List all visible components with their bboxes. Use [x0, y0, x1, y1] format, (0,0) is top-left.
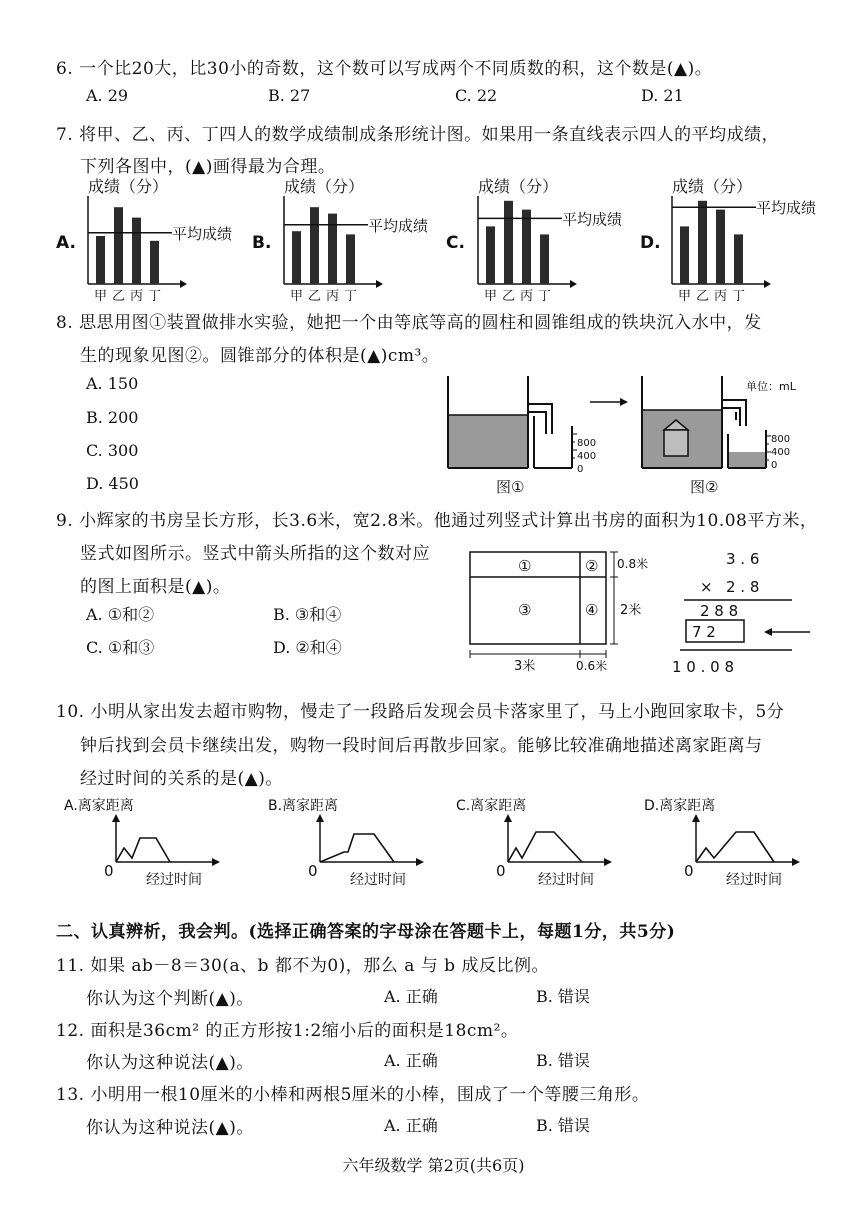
q7-category-label: 丙 — [326, 289, 340, 304]
q7-bar — [486, 226, 495, 284]
q8-scale-800: 800 — [577, 438, 597, 449]
q9-option-b: B. ③和④ — [273, 605, 342, 624]
q9-calc-row2: 2 . 8 — [726, 578, 760, 596]
q8-figure-2 — [642, 376, 797, 496]
q7-category-label: 丁 — [344, 289, 358, 304]
q6-option-c: C. 22 — [455, 86, 498, 105]
q10-xlabel: 经过时间 — [350, 872, 406, 888]
q7-average-label: 平均成绩 — [368, 216, 429, 235]
q7-category-label: 丙 — [130, 289, 144, 304]
q10-origin: 0 — [496, 862, 506, 880]
q10-graph-line — [696, 832, 774, 862]
q7-bar — [292, 231, 301, 284]
q10-x-arrow — [604, 858, 612, 866]
q13-option-a: A. 正确 — [384, 1116, 438, 1135]
q10-origin: 0 — [684, 862, 694, 880]
q9-region-3: ③ — [518, 601, 532, 619]
q9-dim-side: 2米 — [620, 603, 642, 618]
q8-stem-line1: 8. 思思用图①装置做排水实验，她把一个由等底等高的圆柱和圆锥组成的铁块沉入水中，发 — [56, 313, 762, 333]
q9-option-c: C. ①和③ — [86, 638, 155, 657]
q8-fig2-scale-800: 800 — [771, 434, 791, 445]
q9-calc-op: × — [700, 578, 713, 596]
q10-x-arrow — [792, 858, 800, 866]
q9-calc-boxed: 7 2 — [692, 623, 716, 641]
q7-bar — [96, 236, 105, 284]
q9-dim-top: 0.8米 — [617, 557, 649, 571]
q7-category-label: 甲 — [290, 289, 304, 304]
q7-stem-line2: 下列各图中，(▲)画得最为合理。 — [80, 157, 336, 177]
q9-stem-line3: 的图上面积是(▲)。 — [80, 577, 231, 597]
q7-bar — [114, 207, 123, 284]
q7-bar — [150, 241, 159, 284]
q9-option-a: A. ①和② — [86, 605, 155, 624]
q12-stem: 12. 面积是36cm² 的正方形按1:2缩小后的面积是18cm²。 — [56, 1021, 519, 1041]
q7-stem-line1: 7. 将甲、乙、丙、丁四人的数学成绩制成条形统计图。如果用一条直线表示四人的平均成绩， — [56, 125, 780, 145]
q7-x-arrow — [570, 280, 577, 288]
q8-fig2-scale-400: 400 — [771, 447, 791, 458]
q7-category-label: 丁 — [148, 289, 162, 304]
q7-bar — [522, 210, 531, 284]
q9-calc-row3: 2 8 8 — [700, 602, 739, 620]
q8-fig2-caption: 图② — [690, 478, 719, 496]
q8-unit-label: 单位：mL — [746, 380, 796, 393]
q7-charts — [56, 174, 826, 306]
q10-x-arrow — [416, 858, 424, 866]
q10-graph-line — [320, 834, 394, 862]
q7-category-label: 丙 — [714, 289, 728, 304]
q10-y-arrow — [504, 814, 512, 822]
q7-bar — [698, 201, 707, 284]
q7-bar — [504, 201, 513, 284]
q8-option-d: D. 450 — [86, 474, 139, 493]
q7-chart-label: A. — [56, 233, 76, 253]
q9-calc-row1: 3 . 6 — [726, 550, 760, 568]
q7-average-label: 平均成绩 — [756, 199, 817, 218]
q7-chart-ylabel: 成绩（分） — [284, 177, 365, 196]
q9-region-4: ④ — [585, 601, 599, 619]
q7-chart-label: C. — [446, 233, 465, 253]
q10-graph-label: C.离家距离 — [456, 798, 527, 814]
q10-graph-label: D.离家距离 — [644, 798, 716, 814]
q10-y-arrow — [316, 814, 324, 822]
q7-bar — [680, 226, 689, 284]
q12-option-a: A. 正确 — [384, 1051, 438, 1070]
q10-graph-line — [116, 838, 170, 862]
q12-prompt: 你认为这种说法(▲)。 — [86, 1053, 254, 1073]
q8-option-b: B. 200 — [86, 408, 139, 427]
q13-stem: 13. 小明用一根10厘米的小棒和两根5厘米的小棒，围成了一个等腰三角形。 — [56, 1085, 650, 1105]
section2-title: 二、认真辨析，我会判。(选择正确答案的字母涂在答题卡上，每题1分，共5分) — [56, 922, 676, 942]
q7-category-label: 丁 — [538, 289, 552, 304]
q7-category-label: 甲 — [94, 289, 108, 304]
q10-y-arrow — [112, 814, 120, 822]
q7-bar — [734, 234, 743, 284]
q6-stem: 6. 一个比20大，比30小的奇数，这个数可以写成两个不同质数的积，这个数是(▲)。 — [56, 59, 713, 79]
q9-calc-result: 1 0 . 0 8 — [672, 658, 735, 676]
q7-bar — [540, 234, 549, 284]
q7-x-arrow — [376, 280, 383, 288]
q11-option-a: A. 正确 — [384, 987, 438, 1006]
q7-chart-label: B. — [252, 233, 272, 253]
q7-category-label: 乙 — [112, 289, 126, 304]
q11-stem: 11. 如果 ab－8＝30(a、b 都不为0)，那么 a 与 b 成反比例。 — [56, 956, 549, 976]
q8-option-a: A. 150 — [86, 374, 139, 393]
q10-origin: 0 — [104, 862, 114, 880]
q8-scale-0: 0 — [577, 464, 584, 475]
q10-y-arrow — [692, 814, 700, 822]
q7-category-label: 乙 — [308, 289, 322, 304]
q8-option-c: C. 300 — [86, 441, 139, 460]
q13-option-b: B. 错误 — [536, 1116, 590, 1135]
q9-dim-bottom-left: 3米 — [514, 659, 536, 674]
q8-stem-line2: 生的现象见图②。圆锥部分的体积是(▲)cm³。 — [80, 346, 440, 366]
q7-category-label: 甲 — [484, 289, 498, 304]
q9-region-2: ② — [585, 557, 599, 575]
q8-fig2-scale-0: 0 — [771, 460, 778, 471]
q10-xlabel: 经过时间 — [538, 872, 594, 888]
q9-figure — [462, 544, 852, 682]
q10-stem-line1: 10. 小明从家出发去超市购物，慢走了一段路后发现会员卡落家里了，马上小跑回家取卡，5分 — [56, 702, 785, 722]
q10-xlabel: 经过时间 — [146, 872, 202, 888]
q8-fig1-caption: 图① — [496, 478, 525, 496]
q10-stem-line3: 经过时间的关系的是(▲)。 — [80, 769, 283, 789]
q7-x-arrow — [764, 280, 771, 288]
q10-graph-line — [508, 832, 582, 862]
q7-chart-a — [56, 177, 232, 304]
q10-graph-label: B.离家距离 — [268, 798, 339, 814]
q10-graph-d — [644, 798, 800, 888]
q10-graph-b — [268, 798, 424, 888]
q7-average-label: 平均成绩 — [562, 210, 623, 229]
q7-category-label: 甲 — [678, 289, 692, 304]
q7-category-label: 乙 — [502, 289, 516, 304]
q10-graph-a — [64, 798, 220, 888]
q7-chart-b — [252, 177, 428, 304]
q7-category-label: 丙 — [520, 289, 534, 304]
q6-option-b: B. 27 — [268, 86, 311, 105]
q6-option-a: A. 29 — [86, 86, 129, 105]
q8-figures — [440, 368, 840, 498]
q7-chart-c — [446, 177, 622, 304]
q7-bar — [716, 210, 725, 284]
q7-bar — [310, 207, 319, 284]
q9-stem-line2: 竖式如图所示。竖式中箭头所指的这个数对应 — [80, 544, 430, 564]
q9-region-1: ① — [518, 557, 532, 575]
q10-graphs — [64, 792, 824, 892]
q7-x-arrow — [180, 280, 187, 288]
page-footer: 六年级数学 第2页(共6页) — [342, 1156, 525, 1175]
q9-dim-bottom-right: 0.6米 — [576, 659, 608, 673]
q10-xlabel: 经过时间 — [726, 872, 782, 888]
q9-option-d: D. ②和④ — [273, 638, 342, 657]
q7-average-label: 平均成绩 — [172, 224, 233, 243]
q10-stem-line2: 钟后找到会员卡继续出发，购物一段时间后再散步回家。能够比较准确地描述离家距离与 — [80, 736, 763, 756]
q10-origin: 0 — [308, 862, 318, 880]
q11-prompt: 你认为这个判断(▲)。 — [86, 989, 254, 1009]
q7-bar — [132, 218, 141, 284]
q7-chart-ylabel: 成绩（分） — [88, 177, 169, 196]
q7-chart-d — [640, 177, 816, 304]
q7-category-label: 乙 — [696, 289, 710, 304]
q9-stem-line1: 9. 小辉家的书房呈长方形，长3.6米，宽2.8米。他通过列竖式计算出书房的面积为10.08平方米， — [56, 511, 818, 531]
q10-graph-c — [456, 798, 612, 888]
q8-scale-400: 400 — [577, 451, 597, 462]
q8-figure-1 — [448, 376, 596, 496]
q12-option-b: B. 错误 — [536, 1051, 590, 1070]
q7-chart-ylabel: 成绩（分） — [478, 177, 559, 196]
q6-option-d: D. 21 — [641, 86, 684, 105]
q7-chart-ylabel: 成绩（分） — [672, 177, 753, 196]
q7-chart-label: D. — [640, 233, 661, 253]
q10-x-arrow — [212, 858, 220, 866]
q7-category-label: 丁 — [732, 289, 746, 304]
q11-option-b: B. 错误 — [536, 987, 590, 1006]
q10-graph-label: A.离家距离 — [64, 798, 134, 814]
q7-bar — [346, 234, 355, 284]
q13-prompt: 你认为这种说法(▲)。 — [86, 1118, 254, 1138]
